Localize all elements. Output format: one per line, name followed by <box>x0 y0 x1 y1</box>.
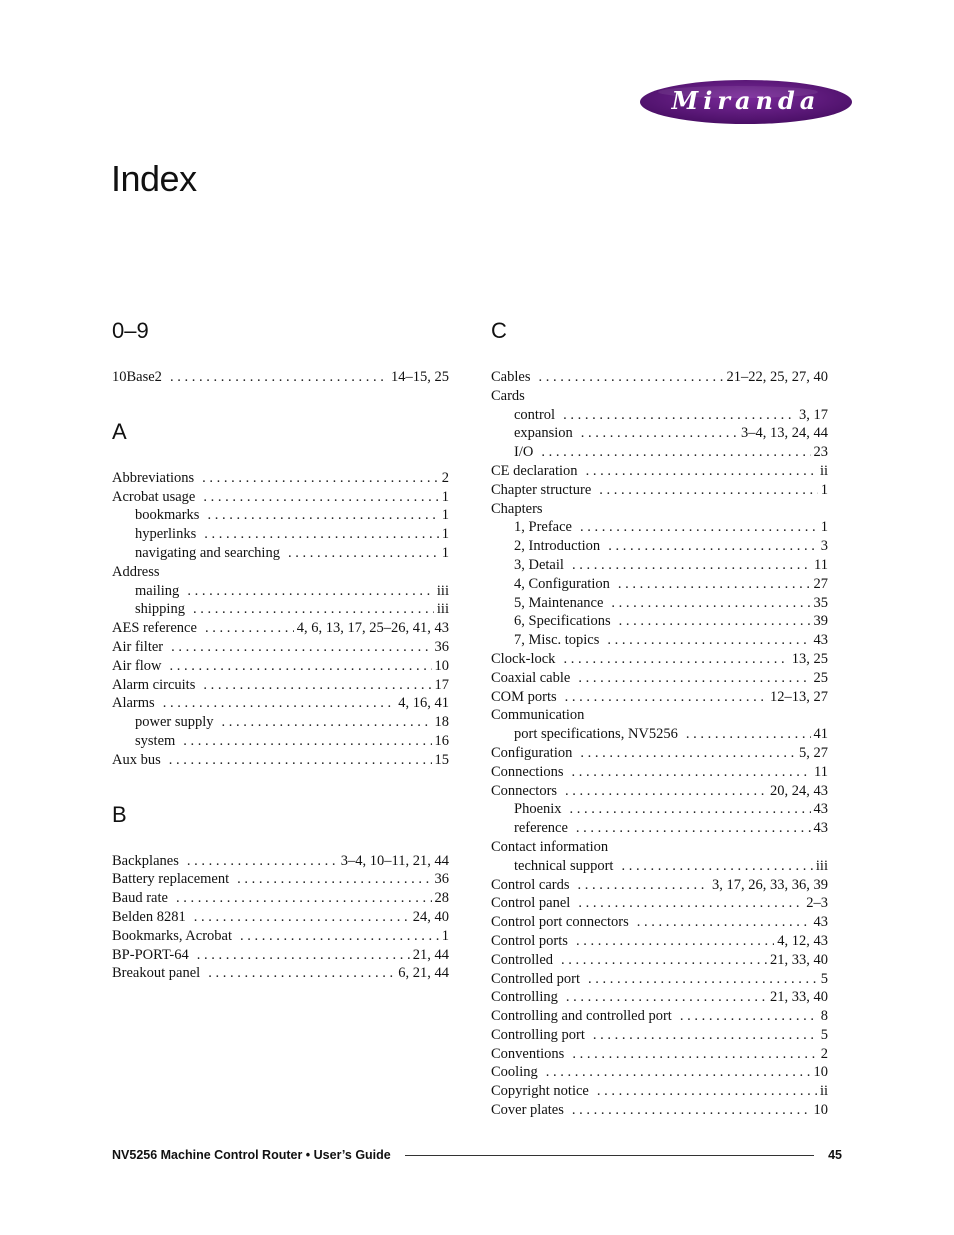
entry-term: Baud rate <box>112 890 168 907</box>
entry-pages: 21, 44 <box>412 946 449 963</box>
entry-term: Control panel <box>491 895 571 912</box>
index-entry <box>112 563 449 582</box>
index-entry <box>491 782 828 801</box>
entry-term: Abbreviations <box>112 469 195 486</box>
index-entry <box>491 500 828 519</box>
dot-leader <box>576 819 811 838</box>
entry-pages: 15 <box>434 751 449 768</box>
index-section <box>112 317 449 387</box>
entry-term: Control port connectors <box>491 914 629 931</box>
dot-leader <box>187 582 434 601</box>
dot-leader <box>541 443 810 462</box>
entry-term: Controlling <box>491 989 558 1006</box>
entry-term: 2, Introduction <box>514 538 601 555</box>
index-entry <box>112 619 449 638</box>
entry-term: COM ports <box>491 688 557 705</box>
dot-leader <box>580 518 818 537</box>
index-subentry <box>491 800 828 819</box>
entry-term: port specifications, NV5256 <box>514 726 678 743</box>
dot-leader <box>546 1063 811 1082</box>
dot-leader <box>686 725 811 744</box>
miranda-logo <box>638 78 854 126</box>
entry-term: Acrobat usage <box>112 488 196 505</box>
entry-term: 6, Specifications <box>514 613 611 630</box>
dot-leader <box>205 619 294 638</box>
entry-term: AES reference <box>112 620 197 637</box>
entry-pages: 1 <box>441 526 449 543</box>
footer-doc-title: NV5256 Machine Control Router • User’s Guide <box>112 1148 391 1162</box>
dot-leader <box>680 1007 818 1026</box>
dot-leader <box>197 946 410 965</box>
entry-pages: 11 <box>814 763 828 780</box>
entry-term: Contact information <box>491 838 609 855</box>
entry-term: Connectors <box>491 782 558 799</box>
dot-leader <box>563 406 796 425</box>
index-entry <box>491 387 828 406</box>
section-heading: A <box>112 418 127 444</box>
dot-leader <box>193 600 434 619</box>
entry-term: 7, Misc. topics <box>514 632 600 649</box>
index-subentry <box>491 631 828 650</box>
dot-leader <box>170 657 432 676</box>
entry-term: technical support <box>514 857 614 874</box>
entry-pages: 3, 17, 26, 33, 36, 39 <box>712 876 828 893</box>
entry-pages: 11 <box>814 556 828 573</box>
index-entry <box>491 876 828 895</box>
entry-term: 1, Preface <box>514 519 572 536</box>
entry-pages: 4, 6, 13, 17, 25–26, 41, 43 <box>296 620 449 637</box>
entry-pages: ii <box>819 462 828 479</box>
dot-leader <box>222 713 432 732</box>
dot-leader <box>183 732 431 751</box>
index-entry <box>491 763 828 782</box>
dot-leader <box>570 800 811 819</box>
index-subentry <box>491 443 828 462</box>
dot-leader <box>203 676 431 695</box>
index-subentry <box>491 424 828 443</box>
entry-pages: 2–3 <box>806 895 828 912</box>
entry-term: Alarm circuits <box>112 676 196 693</box>
dot-leader <box>618 575 811 594</box>
index-entry <box>491 1101 828 1120</box>
index-subentry <box>112 713 449 732</box>
entry-term: Conventions <box>491 1045 565 1062</box>
entry-pages: 1 <box>441 488 449 505</box>
dot-leader <box>578 669 810 688</box>
dot-leader <box>637 913 811 932</box>
index-entry <box>112 964 449 983</box>
entry-pages: 10 <box>813 1064 828 1081</box>
entry-pages: 28 <box>434 890 449 907</box>
index-entry <box>112 946 449 965</box>
entry-pages: 35 <box>813 594 828 611</box>
entry-pages: 43 <box>813 914 828 931</box>
entry-pages: 43 <box>813 801 828 818</box>
index-entry <box>112 927 449 946</box>
index-subentry <box>491 537 828 556</box>
dot-leader <box>576 932 774 951</box>
entry-pages: 20, 24, 43 <box>770 782 828 799</box>
dot-leader <box>176 889 432 908</box>
entry-term: expansion <box>514 425 573 442</box>
index-subentry <box>112 525 449 544</box>
entry-term: mailing <box>135 582 180 599</box>
dot-leader <box>572 556 811 575</box>
entry-pages: iii <box>436 582 449 599</box>
dot-leader <box>208 964 395 983</box>
entry-pages: 10 <box>813 1102 828 1119</box>
index-subentry <box>112 544 449 563</box>
entry-term: Controlling and controlled port <box>491 1008 672 1025</box>
entry-term: Control ports <box>491 932 568 949</box>
section-heading: 0–9 <box>112 318 149 343</box>
entry-term: Communication <box>491 707 585 724</box>
entry-pages: ii <box>819 1083 828 1100</box>
entry-pages: 10 <box>434 657 449 674</box>
dot-leader <box>170 368 388 387</box>
entry-term: Aux bus <box>112 751 161 768</box>
entry-term: control <box>514 406 556 423</box>
entry-pages: 3 <box>820 538 828 555</box>
dot-leader <box>581 424 738 443</box>
index-entry <box>112 638 449 657</box>
entry-pages: iii <box>436 601 449 618</box>
entry-pages: 6, 21, 44 <box>398 965 449 982</box>
entry-term: hyperlinks <box>135 526 197 543</box>
entry-pages: 16 <box>434 732 449 749</box>
index-entry <box>112 657 449 676</box>
entry-term: 3, Detail <box>514 556 564 573</box>
index-entry <box>112 469 449 488</box>
index-entry <box>112 694 449 713</box>
entry-term: Controlled <box>491 951 554 968</box>
entry-term: Bookmarks, Acrobat <box>112 927 233 944</box>
entry-term: Belden 8281 <box>112 908 186 925</box>
index-entry <box>491 706 828 725</box>
index-entry <box>491 894 828 913</box>
entry-term: Breakout panel <box>112 965 201 982</box>
index-entry <box>491 368 828 387</box>
dot-leader <box>572 1045 817 1064</box>
entry-pages: iii <box>815 857 828 874</box>
dot-leader <box>163 694 396 713</box>
index-entry <box>112 751 449 770</box>
index-entry <box>112 908 449 927</box>
dot-leader <box>237 870 431 889</box>
entry-pages: 13, 25 <box>791 650 828 667</box>
dot-leader <box>194 908 410 927</box>
entry-term: shipping <box>135 601 185 618</box>
index-subentry <box>491 406 828 425</box>
index-subentry <box>491 594 828 613</box>
page-title: Index <box>111 158 197 199</box>
footer-page-number: 45 <box>828 1148 842 1162</box>
entry-pages: 1 <box>820 519 828 536</box>
entry-term: Coaxial cable <box>491 669 571 686</box>
index-subentry <box>491 612 828 631</box>
entry-pages: 21, 33, 40 <box>770 951 828 968</box>
entry-term: CE declaration <box>491 462 578 479</box>
dot-leader <box>593 1026 818 1045</box>
entry-term: Configuration <box>491 744 573 761</box>
entry-term: Clock-lock <box>491 650 556 667</box>
dot-leader <box>563 650 788 669</box>
entry-term: Cover plates <box>491 1102 564 1119</box>
entry-pages: 36 <box>434 638 449 655</box>
dot-leader <box>169 751 432 770</box>
index-entry <box>491 688 828 707</box>
entry-pages: 43 <box>813 820 828 837</box>
entry-pages: 3–4, 10–11, 21, 44 <box>340 852 449 869</box>
entry-term: Cards <box>491 387 525 404</box>
dot-leader <box>578 894 803 913</box>
dot-leader <box>204 525 439 544</box>
index-entry <box>491 462 828 481</box>
entry-term: 10Base2 <box>112 369 162 385</box>
dot-leader <box>611 594 810 613</box>
dot-leader <box>565 688 767 707</box>
entry-pages: 1 <box>441 927 449 944</box>
index-entry <box>491 1082 828 1101</box>
entry-term: 5, Maintenance <box>514 594 604 611</box>
entry-pages: 12–13, 27 <box>770 688 828 705</box>
entry-pages: 21, 33, 40 <box>770 989 828 1006</box>
entry-pages: 1 <box>441 544 449 561</box>
entry-pages: 43 <box>813 632 828 649</box>
entry-term: Backplanes <box>112 852 179 869</box>
entry-pages: 5, 27 <box>799 744 828 761</box>
entry-term: bookmarks <box>135 507 200 524</box>
index-entry <box>112 488 449 507</box>
entry-term: Controlled port <box>491 970 581 987</box>
page-footer <box>112 1146 842 1164</box>
index-entry <box>491 970 828 989</box>
index-entry <box>491 913 828 932</box>
entry-pages: 39 <box>813 613 828 630</box>
dot-leader <box>586 462 817 481</box>
entry-term: power supply <box>135 714 214 731</box>
entry-pages: 36 <box>434 871 449 888</box>
index-subentry <box>112 582 449 601</box>
index-subentry <box>491 725 828 744</box>
entry-pages: 4, 16, 41 <box>398 695 449 712</box>
index-section <box>491 317 828 1120</box>
index-subentry <box>491 556 828 575</box>
entry-term: navigating and searching <box>135 544 280 561</box>
entry-pages: 2 <box>441 469 449 486</box>
index-entry <box>491 838 828 857</box>
index-subentry <box>112 732 449 751</box>
dot-leader <box>599 481 817 500</box>
entry-pages: 25 <box>813 669 828 686</box>
index-entry <box>112 852 449 871</box>
entry-term: Chapter structure <box>491 481 592 498</box>
dot-leader <box>580 744 796 763</box>
entry-term: Alarms <box>112 695 155 712</box>
entry-pages: 2 <box>820 1045 828 1062</box>
index-entry <box>491 669 828 688</box>
entry-pages: 21–22, 25, 27, 40 <box>726 369 828 385</box>
dot-leader <box>588 970 818 989</box>
index-subentry <box>491 518 828 537</box>
entry-pages: 3–4, 13, 24, 44 <box>741 425 828 442</box>
dot-leader <box>572 763 812 782</box>
dot-leader <box>597 1082 817 1101</box>
svg-text:Miranda: Miranda <box>671 86 821 115</box>
index-subentry <box>112 600 449 619</box>
dot-leader <box>288 544 439 563</box>
footer-rule <box>405 1155 814 1156</box>
dot-leader <box>566 988 767 1007</box>
index-entry <box>491 1063 828 1082</box>
entry-term: Address <box>112 563 160 580</box>
entry-pages: 23 <box>813 444 828 461</box>
entry-pages: 5 <box>820 1026 828 1043</box>
dot-leader <box>608 537 818 556</box>
index-entry <box>491 988 828 1007</box>
entry-term: Chapters <box>491 500 543 517</box>
entry-term: Air flow <box>112 657 162 674</box>
index-entry <box>491 951 828 970</box>
entry-pages: 41 <box>813 726 828 743</box>
dot-leader <box>187 852 338 871</box>
index-entry <box>112 368 449 387</box>
index-entry <box>112 676 449 695</box>
entry-term: Battery replacement <box>112 871 230 888</box>
dot-leader <box>538 368 723 387</box>
index-column-right <box>491 310 828 1120</box>
index-section <box>112 801 449 984</box>
entry-pages: 27 <box>813 575 828 592</box>
index-entry <box>491 1007 828 1026</box>
index-subentry <box>112 506 449 525</box>
dot-leader <box>561 951 767 970</box>
entry-pages: 4, 12, 43 <box>777 932 828 949</box>
dot-leader <box>207 506 438 525</box>
entry-term: I/O <box>514 444 534 461</box>
entry-pages: 8 <box>820 1008 828 1025</box>
index-subentry <box>491 857 828 876</box>
entry-pages: 3, 17 <box>799 406 828 423</box>
entry-term: system <box>135 732 176 749</box>
entry-term: Control cards <box>491 876 570 893</box>
dot-leader <box>621 857 812 876</box>
entry-term: Air filter <box>112 638 164 655</box>
dot-leader <box>619 612 811 631</box>
index-subentry <box>491 575 828 594</box>
index-entry <box>112 870 449 889</box>
index-column-left <box>112 310 449 983</box>
dot-leader <box>202 469 439 488</box>
index-entry <box>491 744 828 763</box>
entry-pages: 1 <box>820 481 828 498</box>
entry-pages: 24, 40 <box>412 908 449 925</box>
entry-pages: 1 <box>441 507 449 524</box>
index-entry <box>491 650 828 669</box>
index-subentry <box>491 819 828 838</box>
dot-leader <box>578 876 709 895</box>
dot-leader <box>171 638 431 657</box>
entry-term: 4, Configuration <box>514 575 610 592</box>
dot-leader <box>607 631 810 650</box>
entry-term: Copyright notice <box>491 1083 589 1100</box>
entry-term: BP-PORT-64 <box>112 946 189 963</box>
entry-term: Cooling <box>491 1064 538 1081</box>
dot-leader <box>203 488 438 507</box>
dot-leader <box>572 1101 811 1120</box>
dot-leader <box>565 782 767 801</box>
entry-pages: 17 <box>434 676 449 693</box>
index-entry <box>112 889 449 908</box>
entry-term: Phoenix <box>514 801 562 818</box>
entry-term: Cables <box>491 369 531 385</box>
entry-term: reference <box>514 820 568 837</box>
index-section <box>112 418 449 770</box>
entry-pages: 14–15, 25 <box>391 369 449 385</box>
entry-pages: 18 <box>434 714 449 731</box>
entry-term: Connections <box>491 763 564 780</box>
section-heading: C <box>491 318 507 343</box>
dot-leader <box>240 927 439 946</box>
entry-term: Controlling port <box>491 1026 585 1043</box>
index-entry <box>491 1026 828 1045</box>
index-entry <box>491 481 828 500</box>
entry-pages: 5 <box>820 970 828 987</box>
section-heading: B <box>112 801 127 827</box>
index-entry <box>491 932 828 951</box>
index-entry <box>491 1045 828 1064</box>
